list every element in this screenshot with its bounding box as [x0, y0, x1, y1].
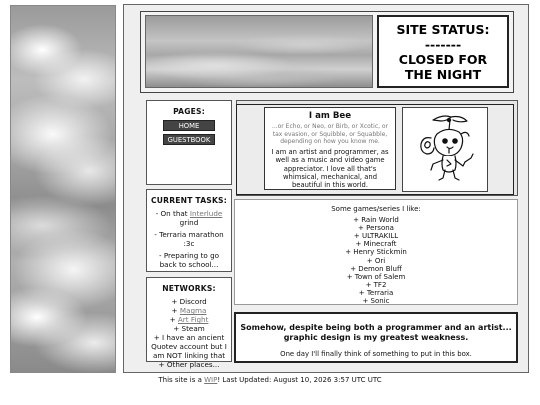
avatar-drawing — [402, 107, 488, 192]
game-item: + Rain World — [353, 216, 399, 225]
game-item: + TF2 — [365, 280, 387, 289]
game-item: + Minecraft — [355, 240, 397, 249]
home-button[interactable]: HOME — [163, 120, 215, 131]
about-aliases: ...or Echo, or Neo, or Birb, or Xcotic, or tax evasion, or Squibble, or Squabble, depending on how you know me. — [271, 123, 389, 146]
game-item: + Henry Stickmin — [345, 248, 407, 257]
network-artfight: + Art Fight — [169, 315, 209, 324]
game-item: + Town of Salem — [346, 272, 406, 281]
status-line-4: THE NIGHT — [404, 66, 482, 82]
wip-link[interactable]: WIP — [204, 376, 218, 384]
network-magma: + Magma — [171, 306, 207, 315]
network-discord: + Discord — [171, 297, 207, 306]
game-item: + Ori — [366, 256, 386, 265]
network-other: + Other places... — [158, 360, 220, 369]
task-item-2: - Terraria marathon :3c — [154, 230, 224, 248]
magma-link[interactable]: Magma — [179, 306, 207, 315]
tasks-title: CURRENT TASKS: — [151, 196, 227, 205]
networks-title: NETWORKS: — [162, 284, 216, 293]
interlude-link[interactable]: Interlude — [189, 209, 223, 218]
network-quotev: + I have an ancient Quotev account but I am NOT linking that — [151, 333, 227, 360]
current-tasks-panel — [146, 189, 232, 272]
status-line-1: SITE STATUS: — [396, 21, 490, 37]
weakness-title: Somehow, despite being both a programmer and an artist... graphic design is my greatest weakness. — [240, 323, 512, 342]
cloud-sidebar-image — [10, 5, 116, 373]
network-steam: + Steam — [173, 324, 205, 333]
about-name: I am Bee — [308, 111, 352, 121]
about-text-box — [264, 107, 396, 190]
propeller-bird-icon — [403, 108, 487, 191]
pages-title: PAGES: — [173, 107, 205, 116]
game-item: + Persona — [358, 224, 394, 233]
game-item: + Sonic — [362, 297, 390, 306]
footer-prefix: This site is a — [158, 376, 202, 384]
status-line-3: CLOSED FOR — [398, 51, 488, 67]
footer-suffix: ! Last Updated: August 10, 2026 3:57 UTC UTC — [217, 376, 382, 384]
games-title: Some games/series I like: — [331, 205, 421, 213]
pages-panel — [146, 100, 232, 185]
weakness-subtitle: One day I'll finally think of something to put in this box. — [280, 350, 472, 358]
cloud-banner-image — [145, 15, 373, 88]
site-status-box — [377, 15, 509, 88]
task-item-1: - On that Interlude grind — [155, 209, 223, 227]
art-fight-link[interactable]: Art Fight — [177, 315, 209, 324]
game-item: + Demon Bluff — [350, 264, 402, 273]
game-item: + ULTRAKILL — [353, 232, 399, 241]
task-item-3: - Preparing to go back to school... — [158, 251, 220, 269]
graphic-design-panel — [234, 312, 518, 363]
games-panel — [234, 199, 518, 305]
footer — [0, 376, 540, 385]
guestbook-button[interactable]: GUESTBOOK — [163, 134, 215, 145]
networks-panel — [146, 277, 232, 369]
game-item: + Terraria — [358, 288, 394, 297]
about-bio: I am an artist and programmer, as well as a music and video game appreciator. I love all that's whimsical, mechanical, and beautiful in this world. — [271, 147, 389, 190]
status-line-2: ------- — [424, 36, 462, 52]
